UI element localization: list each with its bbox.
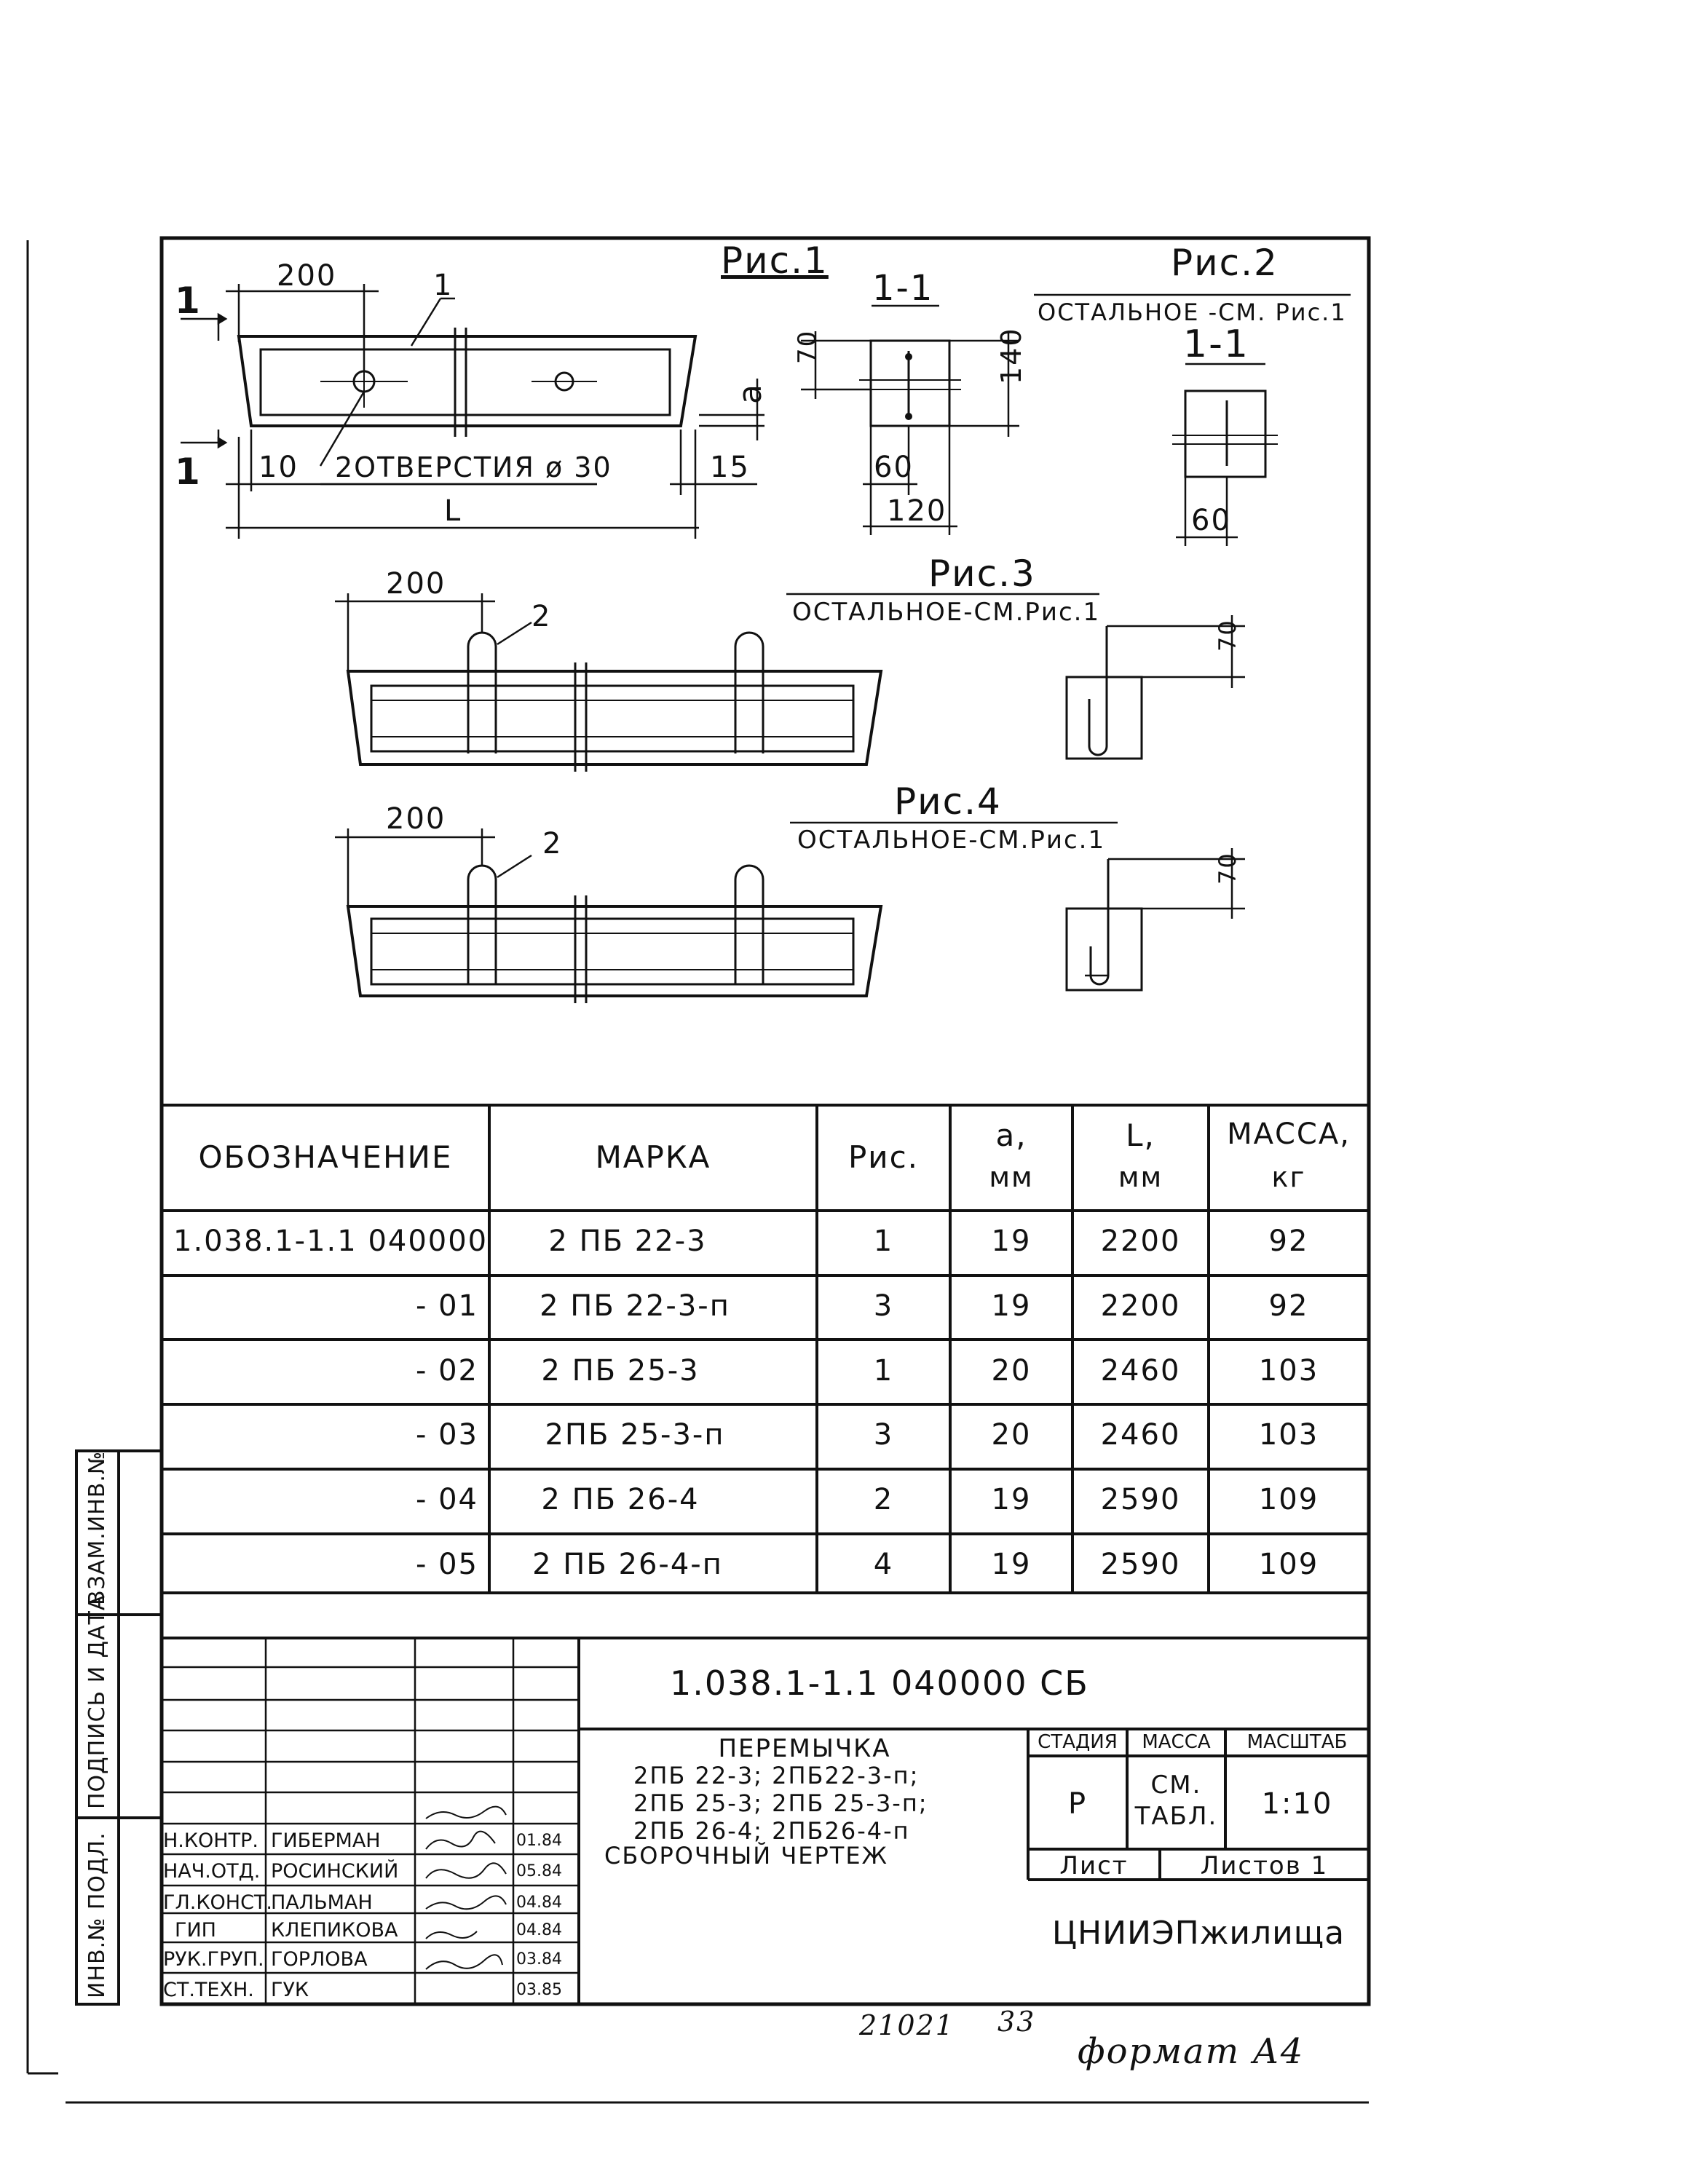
row6-a: 19 — [991, 1548, 1032, 1581]
sig6-name: ГУК — [271, 1979, 309, 2001]
row6-mark: 2 ПБ 26-4-п — [532, 1548, 723, 1581]
fig1-beam-elevation — [239, 328, 695, 437]
stamp-stage: Р — [1067, 1787, 1088, 1821]
row5-a: 19 — [991, 1483, 1032, 1516]
signature-marks — [426, 1807, 506, 1969]
fig2-section-label: 1-1 — [1183, 323, 1249, 366]
row4-fig: 3 — [873, 1418, 894, 1452]
row5-L: 2590 — [1100, 1483, 1181, 1516]
stamp-name-line5: СБОРОЧНЫЙ ЧЕРТЕЖ — [604, 1842, 888, 1870]
fig3-subtitle: ОСТАЛЬНОЕ-СМ.Рис.1 — [792, 598, 1101, 627]
sig5-role: РУК.ГРУП. — [163, 1948, 264, 1971]
row3-mark: 2 ПБ 25-3 — [541, 1354, 700, 1388]
sig5-name: ГОРЛОВА — [271, 1948, 368, 1971]
fig3-dim-70: 70 — [1214, 619, 1241, 652]
stamp-stage-label: СТАДИЯ — [1038, 1731, 1118, 1753]
row1-designation: 1.038.1-1.1 040000 — [173, 1224, 489, 1258]
stamp-scale: 1:10 — [1261, 1787, 1333, 1821]
stamp-mass-line1: СМ. — [1150, 1770, 1202, 1800]
stamp-scale-label: МАСШТАБ — [1246, 1731, 1348, 1753]
row1-mass: 92 — [1268, 1224, 1309, 1258]
fig3-title: Рис.3 — [928, 553, 1036, 595]
stamp-code: 1.038.1-1.1 040000 СБ — [670, 1663, 1089, 1703]
row2-mass: 92 — [1268, 1289, 1309, 1323]
fig1-dim-15: 15 — [710, 451, 750, 484]
side-label-vzam: ВЗАМ.ИНВ.№ — [84, 1450, 110, 1605]
sig6-date: 03.85 — [516, 1981, 562, 1999]
stamp-name-line2: 2ПБ 22-3; 2ПБ22-3-п; — [633, 1762, 920, 1789]
fig2-dim-60: 60 — [1191, 504, 1231, 537]
row6-L: 2590 — [1100, 1548, 1181, 1581]
fig1-section — [859, 341, 961, 426]
header-mark: МАРКА — [595, 1139, 711, 1175]
row4-mark: 2ПБ 25-3-п — [545, 1418, 725, 1452]
sig5-date: 03.84 — [516, 1950, 562, 1969]
stamp-mass-label: МАССА — [1142, 1731, 1211, 1753]
sig2-role: НАЧ.ОТД. — [163, 1860, 261, 1883]
fig1-dim-10: 10 — [258, 451, 299, 484]
sig4-role: ГИП — [175, 1919, 216, 1942]
row4-designation: - 03 — [415, 1418, 478, 1452]
fig1-dim-140: 140 — [995, 327, 1027, 384]
stamp-sheet-label: Лист — [1059, 1851, 1129, 1880]
sig4-date: 04.84 — [516, 1921, 562, 1939]
side-label-podpis: ПОДПИСЬ И ДАТА — [84, 1594, 110, 1809]
side-label-inv: ИНВ.№ ПОДЛ. — [84, 1832, 110, 1998]
sig4-name: КЛЕПИКОВА — [271, 1919, 398, 1942]
header-L-unit: мм — [1118, 1161, 1163, 1193]
row4-mass: 103 — [1258, 1418, 1319, 1452]
row4-a: 20 — [991, 1418, 1032, 1452]
fig4-title: Рис.4 — [894, 780, 1002, 823]
row5-designation: - 04 — [415, 1483, 478, 1516]
stamp-name-line4: 2ПБ 26-4; 2ПБ26-4-п — [633, 1817, 910, 1845]
row2-fig: 3 — [873, 1289, 894, 1323]
header-a: a, — [995, 1117, 1027, 1153]
row3-fig: 1 — [873, 1354, 894, 1388]
fig4-subtitle: ОСТАЛЬНОЕ-СМ.Рис.1 — [797, 826, 1106, 855]
fig3-beam-elevation — [348, 633, 881, 772]
stamp-mass-line2: ТАБЛ. — [1134, 1802, 1218, 1831]
sig3-name: ПАЛЬМАН — [271, 1891, 373, 1914]
row1-a: 19 — [991, 1224, 1032, 1258]
sig2-name: РОСИНСКИЙ — [271, 1860, 399, 1883]
fig1-title: Рис.1 — [721, 240, 829, 282]
row6-designation: - 05 — [415, 1548, 478, 1581]
fig1-dim-200: 200 — [277, 259, 337, 293]
fig4-dim-200: 200 — [386, 802, 446, 836]
fig3-dim-200: 200 — [386, 567, 446, 601]
fig1-dim-60: 60 — [874, 451, 914, 484]
sig3-date: 04.84 — [516, 1894, 562, 1912]
fig4-leader-2: 2 — [542, 827, 563, 860]
row5-mass: 109 — [1258, 1483, 1319, 1516]
row3-mass: 103 — [1258, 1354, 1319, 1388]
row5-fig: 2 — [873, 1483, 894, 1516]
sig3-role: ГЛ.КОНСТ. — [163, 1891, 273, 1914]
fig4-dim-70: 70 — [1214, 852, 1241, 885]
row2-a: 19 — [991, 1289, 1032, 1323]
footer-format: формат А4 — [1078, 2031, 1305, 2072]
header-fig: Рис. — [847, 1139, 920, 1175]
fig1-cut-mark-top: 1 — [175, 280, 202, 322]
fig1-dim-a: a — [732, 383, 769, 404]
stamp-name-line1: ПЕРЕМЫЧКА — [718, 1734, 891, 1763]
fig1-dim-70: 70 — [793, 329, 822, 364]
header-a-unit: мм — [989, 1161, 1034, 1193]
footer-page: 33 — [997, 2006, 1036, 2038]
fig2-subtitle: ОСТАЛЬНОЕ -СМ. Рис.1 — [1038, 298, 1347, 326]
header-designation: ОБОЗНАЧЕНИЕ — [198, 1139, 453, 1175]
row3-designation: - 02 — [415, 1354, 478, 1388]
row2-L: 2200 — [1100, 1289, 1181, 1323]
sig1-role: Н.КОНТР. — [163, 1829, 258, 1852]
stamp-org: ЦНИИЭПжилища — [1051, 1915, 1346, 1952]
fig1-cut-mark-bottom: 1 — [175, 451, 202, 493]
footer-number: 21021 — [859, 2009, 955, 2041]
fig1-dim-120: 120 — [887, 494, 947, 528]
row3-a: 20 — [991, 1354, 1032, 1388]
stamp-name-line3: 2ПБ 25-3; 2ПБ 25-3-п; — [633, 1789, 928, 1817]
header-L: L, — [1126, 1117, 1155, 1153]
row2-mark: 2 ПБ 22-3-п — [540, 1289, 730, 1323]
header-mass-unit: кг — [1271, 1161, 1306, 1193]
fig1-section-label: 1-1 — [872, 268, 934, 309]
row1-fig: 1 — [873, 1224, 894, 1258]
stamp-sheets-label: Листов 1 — [1200, 1851, 1329, 1880]
row1-L: 2200 — [1100, 1224, 1181, 1258]
fig4-beam-elevation — [348, 866, 881, 1003]
fig1-holes-note: 2ОТВЕРСТИЯ ø 30 — [335, 451, 612, 483]
sig6-role: СТ.ТЕХН. — [163, 1979, 254, 2001]
row5-mark: 2 ПБ 26-4 — [541, 1483, 700, 1516]
row4-L: 2460 — [1100, 1418, 1181, 1452]
row2-designation: - 01 — [415, 1289, 478, 1323]
sig2-date: 05.84 — [516, 1862, 562, 1880]
sig1-name: ГИБЕРМАН — [271, 1829, 381, 1852]
row6-fig: 4 — [873, 1548, 894, 1581]
header-mass: МАССА, — [1227, 1117, 1351, 1151]
fig1-dim-L: L — [444, 494, 462, 528]
fig3-leader-2: 2 — [532, 600, 552, 633]
row6-mass: 109 — [1258, 1548, 1319, 1581]
sig1-date: 01.84 — [516, 1832, 562, 1850]
row1-mark: 2 ПБ 22-3 — [548, 1224, 707, 1258]
fig2-title: Рис.2 — [1171, 242, 1279, 284]
fig1-leader-1: 1 — [433, 269, 454, 302]
row3-L: 2460 — [1100, 1354, 1181, 1388]
